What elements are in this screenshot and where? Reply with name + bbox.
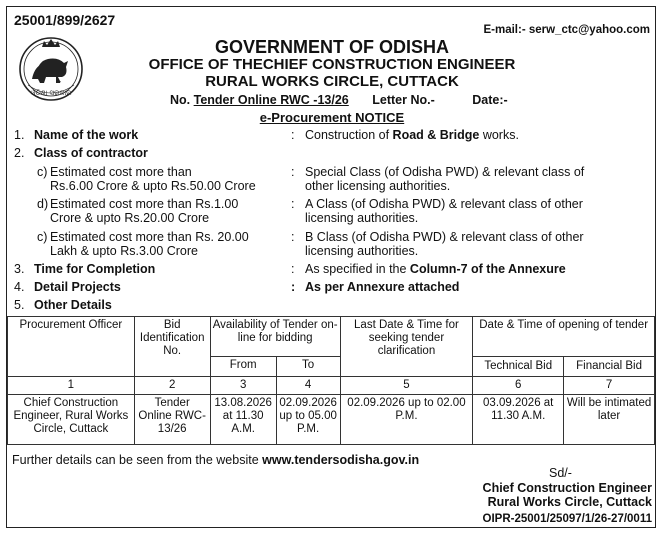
cell-from: 13.08.2026 at 11.30 A.M. bbox=[210, 395, 276, 445]
class-1-value-line2: other licensing authorities. bbox=[305, 179, 451, 193]
header-bid-identification: Bid Identification No. bbox=[134, 317, 210, 377]
item-4-colon: : bbox=[291, 280, 296, 294]
class-2-colon: : bbox=[291, 197, 295, 211]
header-procurement-officer: Procurement Officer bbox=[8, 317, 135, 377]
government-title: GOVERNMENT OF ODISHA bbox=[214, 37, 449, 57]
class-2-value-line1: A Class (of Odisha PWD) & relevant class of other bbox=[305, 197, 583, 211]
header-technical-bid: Technical Bid bbox=[473, 357, 564, 377]
header-from: From bbox=[210, 357, 276, 377]
item-3-colon: : bbox=[291, 262, 295, 276]
item-1-number: 1. bbox=[14, 128, 25, 142]
class-3-cost-line2: Lakh & upto Rs.3.00 Crore bbox=[50, 244, 198, 258]
date-label: Date:- bbox=[472, 93, 508, 107]
cell-technical-bid: 03.09.2026 at 11.30 A.M. bbox=[473, 395, 564, 445]
item-1-value: Construction of Road & Bridge works. bbox=[305, 128, 519, 142]
class-2-cost-line2: Crore & upto Rs.20.00 Crore bbox=[50, 211, 210, 225]
cell-bid-id: Tender Online RWC-13/26 bbox=[134, 395, 210, 445]
further-details: Further details can be seen from the website www.tendersodisha.gov.in bbox=[12, 453, 420, 467]
column-number: 6 bbox=[473, 377, 564, 395]
signatory-office: Rural Works Circle, Cuttack bbox=[487, 495, 652, 509]
header-last-date: Last Date & Time for seeking tender clarification bbox=[340, 317, 473, 377]
signatory-title: Chief Construction Engineer bbox=[482, 481, 652, 495]
header-financial-bid: Financial Bid bbox=[564, 357, 655, 377]
item-3-label: Time for Completion bbox=[34, 262, 156, 276]
cell-to: 02.09.2026 up to 05.00 P.M. bbox=[276, 395, 340, 445]
office-title: OFFICE OF THECHIEF CONSTRUCTION ENGINEER bbox=[148, 56, 516, 73]
class-3-colon: : bbox=[291, 230, 295, 244]
class-1-cost-line2: Rs.6.00 Crore & upto Rs.50.00 Crore bbox=[50, 179, 256, 193]
item-4-number: 4. bbox=[14, 280, 25, 294]
item-2-label: Class of contractor bbox=[34, 146, 148, 160]
class-3-cost-line1: Estimated cost more than Rs. 20.00 bbox=[50, 230, 249, 244]
class-1-cost-line1: Estimated cost more than bbox=[50, 165, 192, 179]
no-label: No. bbox=[170, 93, 191, 107]
class-2-cost-line1: Estimated cost more than Rs.1.00 bbox=[50, 197, 239, 211]
class-1-value-line1: Special Class (of Odisha PWD) & relevant class of bbox=[305, 165, 585, 179]
signature-mark: Sd/- bbox=[549, 466, 572, 480]
item-2-number: 2. bbox=[14, 146, 25, 160]
oipr-number: OIPR-25001/25097/1/26-27/0011 bbox=[482, 513, 652, 525]
circle-title: RURAL WORKS CIRCLE, CUTTACK bbox=[205, 73, 459, 90]
notice-title: e-Procurement NOTICE bbox=[259, 110, 405, 125]
item-4-label: Detail Projects bbox=[34, 280, 121, 294]
email-address: E-mail:- serw_ctc@yahoo.com bbox=[483, 24, 650, 36]
column-number: 1 bbox=[8, 377, 135, 395]
class-3-value-line2: licensing authorities. bbox=[305, 244, 419, 258]
cell-last-date: 02.09.2026 up to 02.00 P.M. bbox=[340, 395, 473, 445]
cell-financial-bid: Will be intimated later bbox=[564, 395, 655, 445]
website-link[interactable]: www.tendersodisha.gov.in bbox=[262, 453, 420, 467]
item-5-number: 5. bbox=[14, 298, 25, 312]
class-1-letter: c) bbox=[37, 165, 48, 179]
item-4-value: As per Annexure attached bbox=[305, 280, 460, 294]
item-1-label: Name of the work bbox=[34, 128, 139, 142]
letter-number: Letter No.- bbox=[372, 93, 435, 107]
procurement-table bbox=[7, 316, 655, 445]
cell-officer: Chief Construction Engineer, Rural Works Circle, Cuttack bbox=[8, 395, 135, 445]
item-3-number: 3. bbox=[14, 262, 25, 276]
class-2-value-line2: licensing authorities. bbox=[305, 211, 419, 225]
reference-number: 25001/899/2627 bbox=[14, 12, 116, 28]
item-5-label: Other Details bbox=[34, 298, 112, 312]
column-number: 5 bbox=[340, 377, 473, 395]
class-1-colon: : bbox=[291, 165, 295, 179]
column-number: 7 bbox=[564, 377, 655, 395]
emblem-text: ଓଡ଼ିଶା ସରକାର bbox=[30, 89, 72, 97]
tender-number-line bbox=[170, 93, 508, 107]
column-number: 2 bbox=[134, 377, 210, 395]
header-to: To bbox=[276, 357, 340, 377]
item-1-colon: : bbox=[291, 128, 295, 142]
header-availability: Availability of Tender on-line for bidding bbox=[210, 317, 340, 357]
column-number: 4 bbox=[276, 377, 340, 395]
header-opening: Date & Time of opening of tender bbox=[473, 317, 655, 357]
tender-number: Tender Online RWC -13/26 bbox=[193, 93, 349, 107]
class-3-letter: c) bbox=[37, 230, 48, 244]
item-3-value: As specified in the Column-7 of the Annexure bbox=[305, 262, 566, 276]
column-number: 3 bbox=[210, 377, 276, 395]
class-3-value-line1: B Class (of Odisha PWD) & relevant class of other bbox=[305, 230, 584, 244]
class-2-letter: d) bbox=[37, 197, 49, 211]
